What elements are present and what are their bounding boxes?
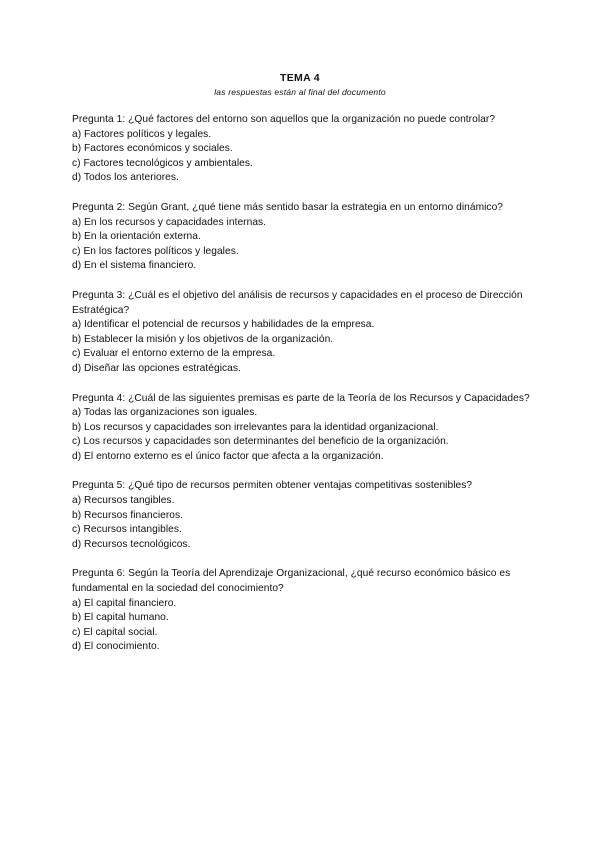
question-text: Pregunta 3: ¿Cuál es el objetivo del análisis de recursos y capacidades en el proceso de Dirección Estratégica?	[72, 289, 523, 316]
answer-option-a: a) El capital financiero.	[72, 597, 177, 609]
question-1	[72, 113, 532, 186]
question-5	[72, 479, 532, 552]
answer-option-c: c) Los recursos y capacidades son determinantes del beneficio de la organización.	[72, 436, 449, 448]
answer-option-a: a) Todas las organizaciones son iguales.	[72, 407, 258, 419]
answer-option-a: a) En los recursos y capacidades internas.	[72, 216, 267, 228]
answer-option-b: b) Factores económicos y sociales.	[72, 143, 233, 155]
answer-option-d: d) Recursos tecnológicos.	[72, 538, 191, 550]
answer-option-d: d) El entorno externo es el único factor que afecta a la organización.	[72, 450, 384, 462]
answer-option-b: b) Establecer la misión y los objetivos de la organización.	[72, 333, 334, 345]
question-list	[72, 113, 532, 670]
answer-option-c: c) El capital social.	[72, 626, 158, 638]
answer-option-b: b) Los recursos y capacidades son irrelevantes para la identidad organizacional.	[72, 421, 439, 433]
question-text: Pregunta 1: ¿Qué factores del entorno son aquellos que la organización no puede controlar?	[72, 114, 496, 125]
question-4	[72, 392, 532, 465]
question-6	[72, 567, 532, 655]
answer-option-d: d) Diseñar las opciones estratégicas.	[72, 362, 241, 374]
answer-option-a: a) Identificar el potencial de recursos y habilidades de la empresa.	[72, 319, 375, 331]
question-3	[72, 289, 532, 377]
answer-option-c: c) Factores tecnológicos y ambientales.	[72, 157, 253, 169]
question-text: Pregunta 6: Según la Teoría del Aprendizaje Organizacional, ¿qué recurso económico básico es fundamental en la sociedad del conocimiento?	[72, 568, 511, 595]
document-subtitle: las respuestas están al final del documento	[214, 87, 386, 97]
question-2	[72, 201, 532, 274]
answer-option-d: d) Todos los anteriores.	[72, 172, 179, 184]
answer-option-b: b) En la orientación externa.	[72, 231, 201, 243]
answer-option-b: b) El capital humano.	[72, 612, 169, 624]
question-text: Pregunta 5: ¿Qué tipo de recursos permiten obtener ventajas competitivas sostenibles?	[72, 480, 473, 492]
answer-option-a: a) Factores políticos y legales.	[72, 128, 212, 140]
question-text: Pregunta 4: ¿Cuál de las siguientes premisas es parte de la Teoría de los Recursos y Capacidades?	[72, 392, 530, 404]
question-text: Pregunta 2: Según Grant, ¿qué tiene más sentido basar la estrategia en un entorno dinámico?	[72, 201, 503, 213]
answer-option-d: d) En el sistema financiero.	[72, 260, 197, 272]
answer-option-a: a) Recursos tangibles.	[72, 495, 175, 507]
answer-option-c: c) Evaluar el entorno externo de la empresa.	[72, 348, 276, 360]
answer-option-b: b) Recursos financieros.	[72, 509, 184, 521]
answer-option-d: d) El conocimiento.	[72, 641, 160, 653]
answer-option-c: c) En los factores políticos y legales.	[72, 245, 239, 257]
document-title: TEMA 4	[280, 72, 320, 84]
answer-option-c: c) Recursos intangibles.	[72, 524, 182, 536]
